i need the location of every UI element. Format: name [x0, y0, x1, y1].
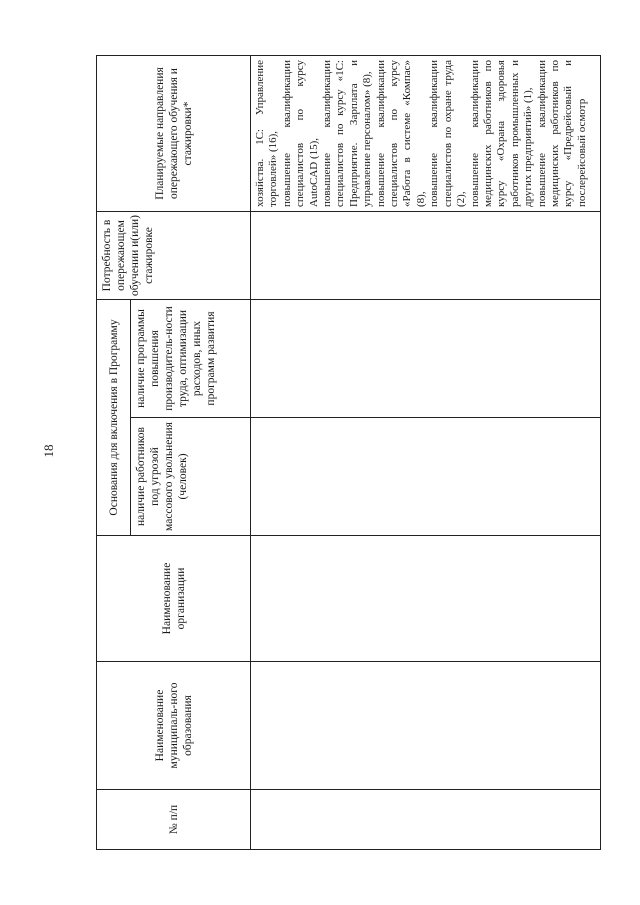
page-number: 18 [41, 444, 56, 458]
cell-need [251, 212, 601, 300]
rotated-table-wrapper [96, 56, 601, 850]
training-plan-table [96, 55, 601, 850]
cell-plan [251, 56, 601, 212]
cell-basis-layoff [251, 418, 601, 536]
plan-line: повышение квалификации медицинских работников по курсу «Охрана здоровья работников промышленных и других предприятий» (1), [468, 60, 535, 207]
header-plan: Планируемые направления опережающего обучения и стажировки* [97, 56, 251, 212]
plan-line: повышение квалификации специалистов по курсу «Работа в системе «Компас» (8), [374, 60, 427, 207]
cell-num [251, 790, 601, 850]
cell-municipality [251, 662, 601, 790]
plan-line: повышение квалификации специалистов по курсу «1С: Предприятие. Зарплата и управление персоналом» (8), [321, 60, 374, 207]
header-organization: Наименование организации [97, 536, 251, 662]
header-row-1 [97, 56, 131, 850]
plan-line: повышение квалификации медицинских работников по курсу «Предрейсовый и послерейсовый осмотр [535, 60, 588, 207]
header-num: № п/п [97, 790, 251, 850]
header-basis-programs: наличие программы повышения производитель-ности труда, оптимизации расходов, иных программ развития [131, 300, 251, 418]
table-row [251, 56, 601, 850]
header-need: Потребность в опережающем обучении и(или) стажировке [97, 212, 251, 300]
header-basis-layoff: наличие работников под угрозой массового увольнения (человек) [131, 418, 251, 536]
table-area [96, 56, 601, 850]
header-municipality: Наименование муниципаль-ного образования [97, 662, 251, 790]
header-basis-group: Основания для включения в Программу [97, 300, 131, 536]
plan-line: повышение квалификации специалистов по охране труда (2), [428, 60, 468, 207]
cell-organization [251, 536, 601, 662]
plan-line: повышение квалификации специалистов по курсу AutoCAD (15), [280, 60, 320, 207]
cell-basis-programs [251, 300, 601, 418]
plan-line: хозяйства. 1С: Управление торговлей» (16), [254, 60, 280, 207]
